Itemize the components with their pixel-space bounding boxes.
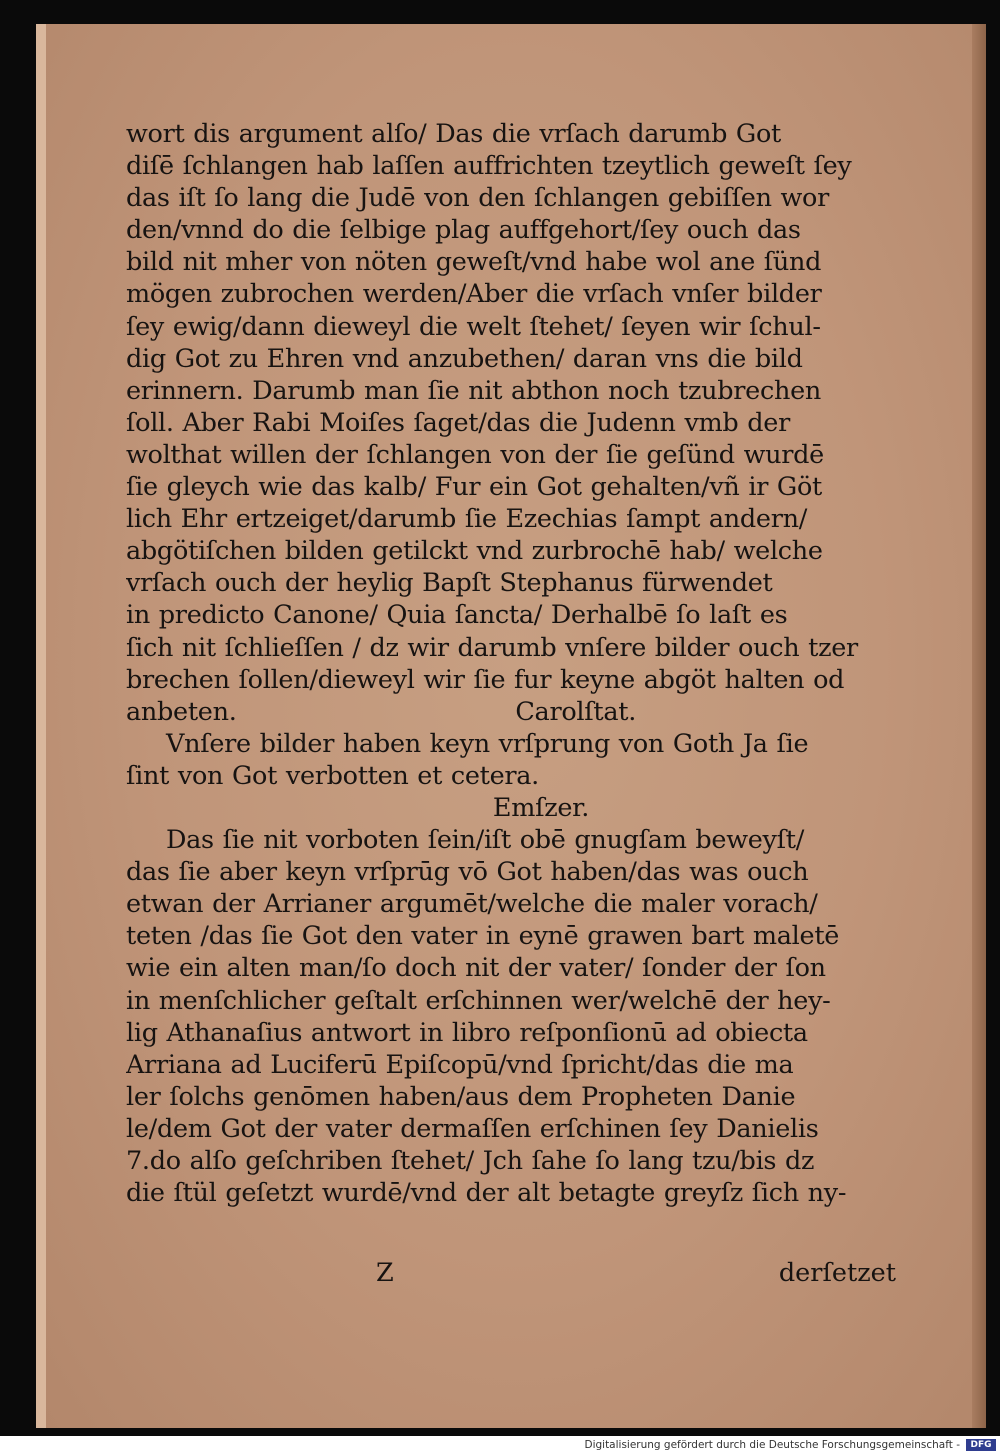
emser-text-line: in menſchlicher geſtalt erſchinnen wer/welchē der hey- — [126, 985, 831, 1016]
page-footer — [126, 1258, 896, 1292]
signature-mark: Z — [376, 1258, 394, 1288]
text-line: ſich nit ſchlieſſen / dz wir darumb vnſere bilder ouch tzer — [126, 632, 858, 663]
emser-text-line: Das ſie nit vorboten ſein/iſt obē gnugſam beweyſt/ — [166, 825, 805, 856]
text-line: vrſach ouch der heylig Bapſt Stephanus fürwendet — [126, 568, 773, 599]
text-line: erinnern. Darumb man ſie nit abthon noch tzubrechen — [126, 375, 821, 406]
speaker-carolstat: Carolſtat. — [515, 696, 636, 727]
text-line: wolthat willen der ſchlangen von der ſie geſünd wurdē — [126, 439, 824, 470]
text-line: ſie gleych wie das kalb/ Fur ein Got gehalten/vñ ir Göt — [126, 472, 822, 503]
text-line: dig Got zu Ehren vnd anzubethen/ daran vns die bild — [126, 343, 803, 374]
emser-text-line: teten /das ſie Got den vater in eynē grawen bart maletē — [126, 921, 840, 952]
digitization-note: Digitalisierung gefördert durch die Deutsche Forschungsgemeinschaft - — [584, 1439, 960, 1451]
carolstat-text-line: Vnſere bilder haben keyn vrſprung von Goth Ja ſie — [166, 728, 809, 759]
page-text — [126, 118, 896, 1209]
text-line: ſoll. Aber Rabi Moiſes ſaget/das die Judenn vmb der — [126, 407, 790, 438]
text-line: mögen zubrochen werden/Aber die vrſach vnſer bilder — [126, 279, 822, 310]
text-line: den/vnnd do die ſelbige plag auffgehort/ſey ouch das — [126, 215, 801, 246]
emser-text-line: lig Athanaſius antwort in libro reſponſionū ad obiecta — [126, 1017, 808, 1048]
text-line: ſey ewig/dann dieweyl die welt ſtehet/ ſeyen wir ſchul- — [126, 311, 821, 342]
text-line-with-speaker — [126, 696, 896, 728]
text-line: lich Ehr ertzeiget/darumb ſie Ezechias ſampt andern/ — [126, 504, 807, 535]
text-line: brechen ſollen/dieweyl wir ſie fur keyne abgöt halten od — [126, 664, 845, 695]
text-line: wort dis argument alſo/ Das die vrſach darumb Got — [126, 119, 782, 149]
text-line: das iſt ſo lang die Judē von den ſchlangen gebiſſen wor — [126, 183, 829, 214]
page-edge — [972, 24, 986, 1428]
emser-text-line: 7.do alſo geſchriben ſtehet/ Jch ſahe ſo lang tzu/bis dz — [126, 1146, 815, 1176]
emser-text-line: le/dem Got der vater dermaſſen erſchinen ſey Danielis — [126, 1113, 819, 1144]
text-line: bild nit mher von nöten geweſt/vnd habe wol ane ſünd — [126, 247, 822, 278]
text-line: abgötiſchen bilden getilckt vnd zurbrochē hab/ welche — [126, 536, 823, 567]
text-line: anbeten. — [126, 696, 237, 727]
emser-text-line: Arriana ad Luciferū Epiſcopū/vnd ſpricht/das die ma — [126, 1049, 794, 1080]
emser-text-line: wie ein alten man/ſo doch nit der vater/ ſonder der ſon — [126, 953, 826, 984]
speaker-emser: Emſzer. — [492, 792, 590, 823]
text-line: diſē ſchlangen hab laſſen auffrichten tzeytlich geweſt ſey — [126, 151, 852, 182]
text-line: in predicto Canone/ Quia ſancta/ Derhalbē ſo laſt es — [126, 600, 788, 631]
carolstat-text-line: ſint von Got verbotten et cetera. — [126, 760, 539, 791]
emser-text-line: ler ſolchs genōmen haben/aus dem Propheten Danie — [126, 1081, 796, 1112]
emser-text-line: die ſtül geſetzt wurdē/vnd der alt betagte greyſz ſich ny- — [126, 1178, 847, 1209]
catchword: derſetzet — [778, 1258, 896, 1288]
emser-text-line: das ſie aber keyn vrſprūg vō Got haben/das was ouch — [126, 857, 809, 888]
dfg-logo-icon: DFG — [966, 1439, 996, 1451]
emser-text-line: etwan der Arrianer argumēt/welche die maler vorach/ — [126, 889, 818, 920]
